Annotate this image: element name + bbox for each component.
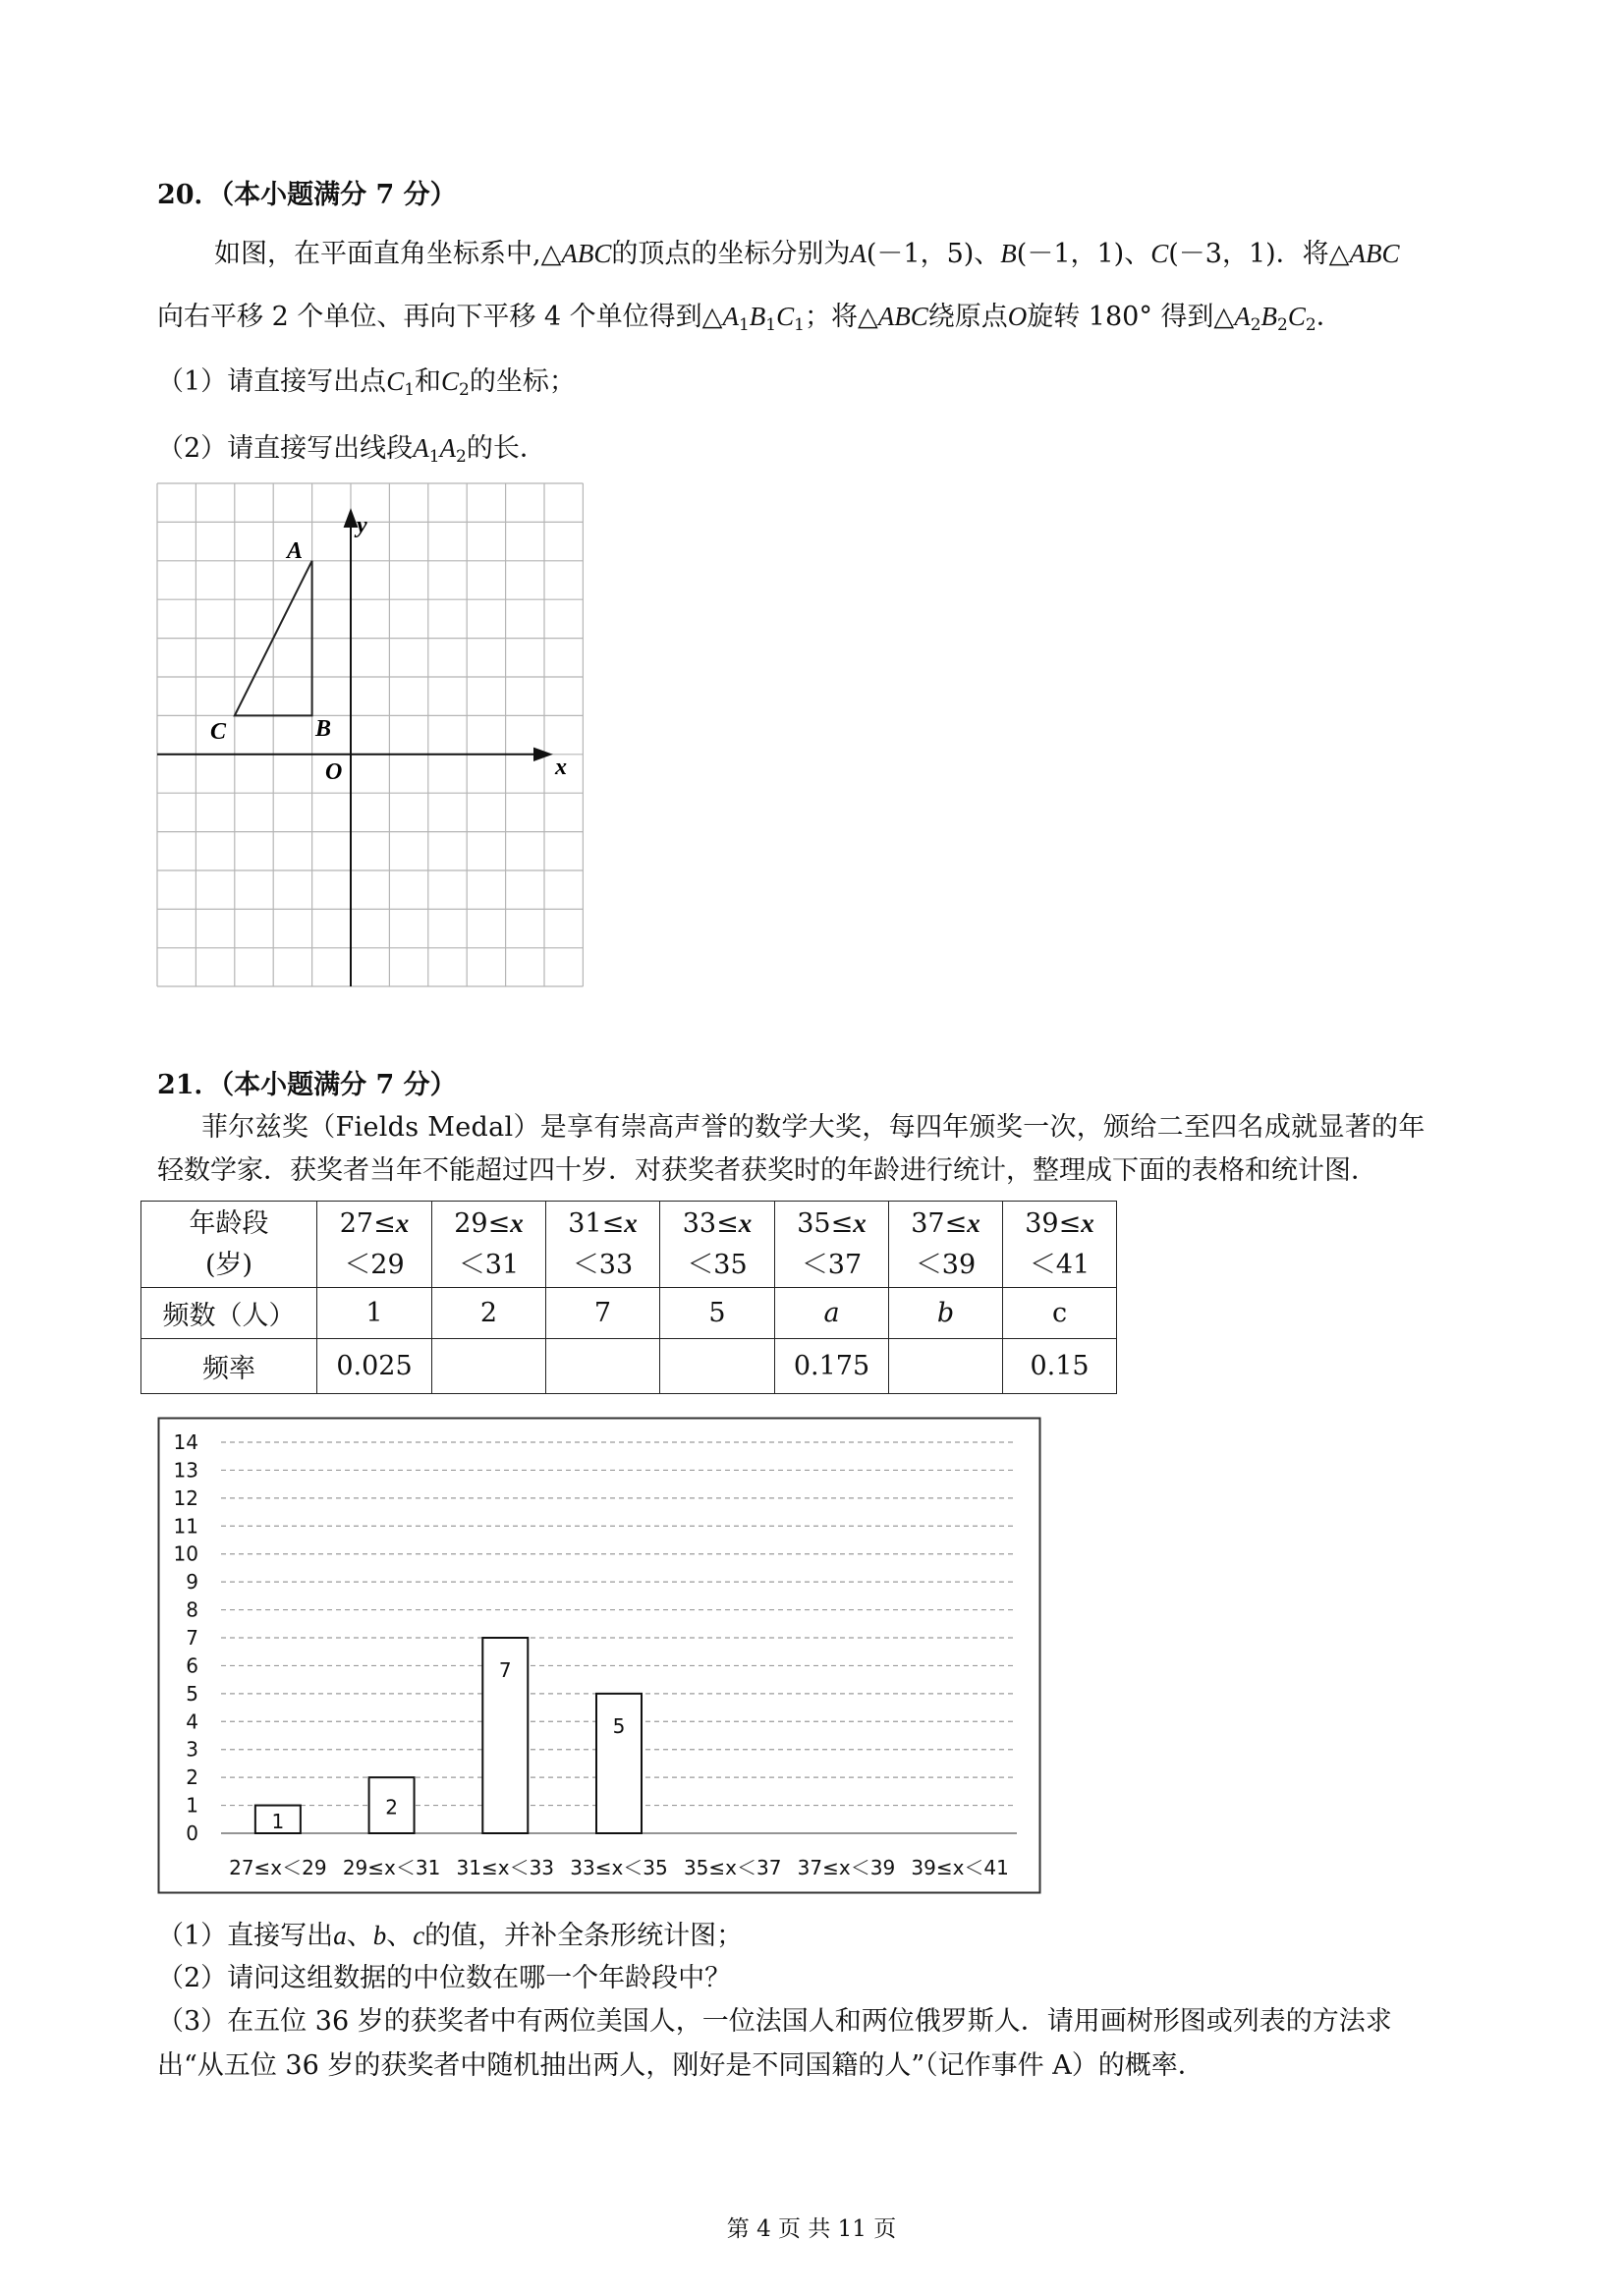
rate-cell: 0.15	[1003, 1339, 1117, 1394]
coordinate-grid-figure	[147, 479, 589, 990]
rate-cell	[889, 1339, 1003, 1394]
q20-part2: （2）请直接写出线段$A_1A_2$的长．	[157, 433, 546, 467]
freq-cell: 2	[432, 1288, 546, 1339]
page-footer: 第 4 页 共 11 页	[726, 2216, 897, 2242]
table-header-row	[141, 1202, 1117, 1288]
q20-part1: （1）请直接写出点$C_1$和$C_2$的坐标；	[157, 366, 576, 400]
y-tick-label: 2	[186, 1765, 198, 1790]
x-tick-label: 29≤x＜31	[342, 1856, 441, 1879]
frequency-table	[140, 1201, 1117, 1394]
q21-title: 21．（本小题满分 7 分）	[157, 1070, 457, 1100]
x-tick-label: 31≤x＜33	[456, 1856, 555, 1879]
y-tick-label: 0	[186, 1821, 198, 1845]
origin-label: O	[325, 759, 343, 785]
table-row	[141, 1339, 1117, 1394]
q21-intro-line2: 轻数学家．获奖者当年不能超过四十岁．对获奖者获奖时的年龄进行统计，整理成下面的表格和统计图．	[157, 1155, 1377, 1186]
bar-data-label: 1	[271, 1809, 285, 1833]
point-c-label: C	[210, 719, 227, 745]
freq-cell: b	[889, 1288, 1003, 1339]
freq-cell: a	[775, 1288, 889, 1339]
freq-cell: 1	[317, 1288, 432, 1339]
rate-cell	[546, 1339, 660, 1394]
freq-cell: c	[1003, 1288, 1117, 1339]
rate-cell: 0.025	[317, 1339, 432, 1394]
q20-intro-line1: 如图，在平面直角坐标系中,△ABC的顶点的坐标分别为A(－1，5)、B(－1，1)、C(－3，1)．将△ABC	[214, 239, 1400, 269]
header-col: 31≤x ＜33	[546, 1202, 660, 1288]
x-tick-label: 39≤x＜41	[911, 1856, 1009, 1879]
bar-data-label: 7	[498, 1658, 512, 1682]
y-tick-label: 8	[186, 1597, 198, 1622]
bar-data-label: 2	[385, 1795, 398, 1820]
q21-part3-line2: 出“从五位 36 岁的获奖者中随机抽出两人，刚好是不同国籍的人”（记作事件 A）的概率．	[157, 2050, 1204, 2081]
rate-cell	[660, 1339, 775, 1394]
y-tick-label: 13	[173, 1458, 198, 1483]
table-row	[141, 1288, 1117, 1339]
header-col: 33≤x ＜35	[660, 1202, 775, 1288]
y-tick-label: 1	[186, 1793, 198, 1818]
y-tick-label: 6	[186, 1653, 198, 1678]
row-label-frequency: 频数（人）	[141, 1288, 317, 1339]
row-label-rate: 频率	[141, 1339, 317, 1394]
x-tick-label: 37≤x＜39	[797, 1856, 896, 1879]
y-tick-label: 11	[173, 1514, 198, 1539]
header-age-group: 年龄段 (岁)	[141, 1202, 317, 1288]
y-tick-label: 3	[186, 1737, 198, 1762]
q20-intro-line2: 向右平移 2 个单位、再向下平移 4 个单位得到$\triangle A_1B_1C_1$；将△ABC绕原点O旋转 180° 得到$\triangle A_2B_2C_2$．	[157, 302, 1343, 335]
x-tick-label: 33≤x＜35	[570, 1856, 668, 1879]
x-tick-label: 35≤x＜37	[683, 1856, 782, 1879]
bar-chart	[157, 1417, 1041, 1894]
header-col: 39≤x ＜41	[1003, 1202, 1117, 1288]
header-col: 35≤x ＜37	[775, 1202, 889, 1288]
y-tick-label: 7	[186, 1626, 198, 1650]
header-col: 37≤x ＜39	[889, 1202, 1003, 1288]
bar-data-label: 5	[612, 1713, 626, 1738]
q21-intro-line1: 菲尔兹奖（Fields Medal）是享有崇高声誉的数学大奖，每四年颁奖一次，颁给二至四名成就显著的年	[201, 1112, 1426, 1143]
q20-title: 20．（本小题满分 7 分）	[157, 180, 457, 210]
y-axis-arrow	[345, 511, 357, 527]
q21-part2: （2）请问这组数据的中位数在哪一个年龄段中？	[157, 1963, 732, 1993]
q21-part1: （1）直接写出a、b、c的值，并补全条形统计图；	[157, 1921, 744, 1951]
header-col: 27≤x ＜29	[317, 1202, 432, 1288]
y-tick-label: 10	[173, 1541, 198, 1566]
x-tick-labels	[229, 1856, 1009, 1879]
y-tick-label: 4	[186, 1709, 198, 1734]
rate-cell	[432, 1339, 546, 1394]
x-axis-label: x	[555, 755, 567, 780]
point-b-label: B	[315, 716, 332, 742]
x-tick-label: 27≤x＜29	[229, 1856, 327, 1879]
y-axis-label: y	[357, 513, 367, 538]
freq-cell: 5	[660, 1288, 775, 1339]
header-col: 29≤x ＜31	[432, 1202, 546, 1288]
q21-part3-line1: （3）在五位 36 岁的获奖者中有两位美国人，一位法国人和两位俄罗斯人．请用画树形图或列表的方法求	[157, 2006, 1392, 2037]
freq-cell: 7	[546, 1288, 660, 1339]
x-axis-arrow	[534, 749, 550, 760]
y-tick-label: 12	[173, 1485, 198, 1510]
y-tick-label: 14	[173, 1430, 198, 1454]
rate-cell: 0.175	[775, 1339, 889, 1394]
point-a-label: A	[287, 538, 304, 564]
y-tick-label: 5	[186, 1681, 198, 1706]
y-tick-label: 9	[186, 1570, 198, 1595]
